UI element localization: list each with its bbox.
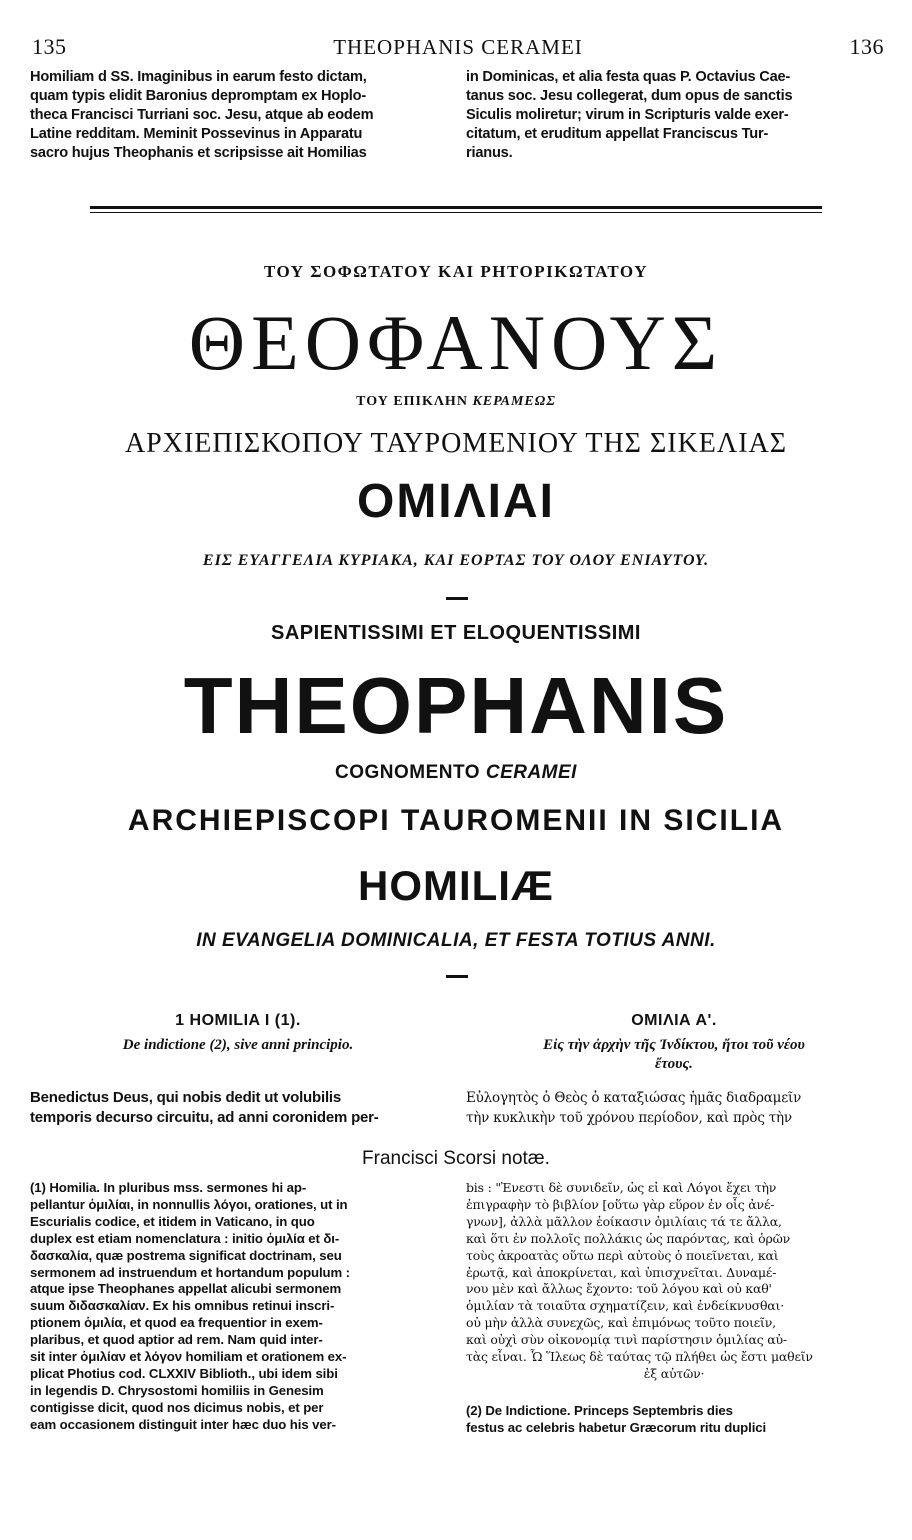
latin-title-line1: SAPIENTISSIMI ET ELOQUENTISSIMI [271,622,641,644]
intro-columns [30,68,882,188]
short-rule [446,975,468,978]
text-line: ἐπιγραφὴν τὸ βιβλίον [οὕτω γὰρ εὕρον ἐν οἷς ἀνέ- [466,1196,775,1212]
text-line: τοὺς ἀκροατὰς οὕτω περὶ αὐτοὺς ὁ ποιεῖνεται, καὶ [466,1247,779,1263]
latin-cognomento: COGNOMENTO [335,762,486,783]
text-line: eam occasionem distinguit inter hæc duo his ver- [30,1416,336,1432]
section-divider [90,206,822,214]
text-line: οὐ μὴν ἀλλὰ συνεχῶς, καὶ ἐπιμόνως τοῦτο ποιεῖν, [466,1315,776,1331]
homily-subtitle-greek-1: Εἰς τὴν ἀρχὴν τῆς Ἰνδίκτου, ἤτοι τοῦ νέου [543,1037,805,1053]
text-line: theca Francisci Turriani soc. Jesu, atque ab eodem [30,107,374,123]
homily-headings [30,1012,882,1074]
page-number-right: 136 [849,34,884,59]
intro-right-column [466,68,882,188]
homily-body-greek [466,1088,882,1128]
homily-body [30,1088,882,1128]
text-line: Homiliam d SS. Imaginibus in earum festo dictam, [30,69,367,85]
text-line: καὶ οὐχὶ σὺν οἰκονομίᾳ τινὶ παρίστησιν ὁμιλίας αὐ- [466,1332,787,1348]
latin-title-line4: ARCHIEPISCOPI TAUROMENII IN SICILIA [127,804,785,837]
text-line: citatum, et eruditum appellat Franciscus Tur- [466,126,769,142]
text-line: in Dominicas, et alia festa quas P. Octavius Cae- [466,69,791,85]
text-line: ptionem ὁμιλία, et quod ea frequentior in exem- [30,1315,323,1331]
text-line: Benedictus Deus, qui nobis dedit ut volubilis [30,1089,342,1106]
homily-body-greek-text [466,1088,882,1128]
text-line: rianus. [466,145,513,161]
running-title: THEOPHANIS CERAMEI [333,35,583,59]
text-line: ἐρωτᾷ, καὶ ἀποκρίνεται, καὶ ὑπισχνεῖται. Δυναμέ- [466,1264,777,1280]
latin-surname: CERAMEI [485,762,577,783]
homily-heading-latin [30,1012,446,1074]
text-line: temporis decurso circuitu, ad anni coronidem per- [30,1109,379,1126]
text-line: in legendis D. Chrysostomi homiliis in Genesim [30,1382,324,1398]
notes-heading: Francisci Scorsi notæ. [362,1148,550,1169]
text-line: bis : "Ἐνεστι δὲ συνιδεῖν, ὡς εἰ καὶ Λόγοι ἔχει τὴν [466,1180,777,1195]
greek-title-line3 [0,394,912,410]
latin-homilies-title: HOMILIÆ [358,862,554,909]
text-line: Latine redditam. Meminit Possevinus in Apparatu [30,126,363,142]
homily-body-latin [30,1088,446,1128]
notes-left-column [30,1180,446,1437]
notes-columns [30,1180,882,1437]
homily-subtitle-greek-2: ἔτους. [655,1056,693,1072]
text-line: quam typis elidit Baronius depromptam ex Hoplo- [30,88,367,104]
text-line: festus ac celebris habetur Græcorum ritu duplici [466,1419,767,1435]
text-line: sermonem ad instruendum et hortandum populum : [30,1264,350,1280]
greek-title-line1: ΤΟΥ ΣΟΦΩΤΑΤΟΥ ΚΑΙ ΡΗΤΟΡΙΚΩΤΑΤΟΥ [263,262,648,281]
text-line: ὁμιλίαν τὰ τοιαῦτα σχηματίζειν, καὶ ἐνδείκνυσθαι· [466,1298,785,1314]
text-line: contigisse dicit, quod nos dicimus nobis, et per [30,1399,324,1415]
note-1-greek-quote [466,1180,882,1383]
homily-number-latin: 1 HOMILIA I (1). [175,1012,301,1029]
latin-title-line6: IN EVANGELIA DOMINICALIA, ET FESTA TOTIUS ANNI. [196,930,716,951]
text-line: γνων], ἀλλὰ μᾶλλον ἐοίκασιν ὁμιλίαις τά τε ἄλλα, [466,1213,782,1229]
text-line: (1) Homilia. In pluribus mss. sermones hi ap- [30,1180,307,1195]
text-line: Escurialis codice, et itidem in Vaticano, in quo [30,1213,315,1229]
intro-right-paragraph [466,68,882,163]
page-number-left: 135 [32,34,67,59]
text-line: duplex est etiam nomenclatura : initio ὁμιλία et δι- [30,1230,340,1246]
text-line: plaribus, et quod aptior ad rem. Nam quid inter- [30,1332,323,1348]
text-line: pellantur ὁμιλίαι, in nonnullis λόγοι, orationes, ut in [30,1196,348,1212]
homily-heading-greek [466,1012,882,1074]
greek-title-line4: ΑΡΧΙΕΠΙΣΚΟΠΟΥ ΤΑΥΡΟΜΕΝΙΟΥ ΤΗΣ ΣΙΚΕΛΙΑΣ [124,428,788,459]
text-line: (2) De Indictione. Princeps Septembris dies [466,1402,733,1418]
latin-author-name: THEOPHANIS [183,661,729,750]
greek-surname: ΚΕΡΑΜΕΩΣ [472,394,556,409]
text-line: δασκαλία, quæ postrema significat doctrinam, seu [30,1247,342,1263]
note-1-latin [30,1180,446,1434]
text-line: νου μὲν καὶ ἄλλως ἔχοντο: τοῦ λόγου καὶ οὐ καθ' [466,1281,772,1297]
homily-body-latin-text [30,1088,446,1128]
running-header [32,34,884,64]
text-line: sacro hujus Theophanis et scripsisse ait Homilias [30,145,367,161]
text-line: sit inter ὁμιλίαν et λόγον homiliam et orationem ex- [30,1349,347,1365]
intro-left-column [30,68,446,188]
intro-left-paragraph [30,68,446,163]
text-line: καὶ ὅτι ἐν πολλοῖς πολλάκις ὡς παρόντας, καὶ ὁρῶν [466,1230,791,1246]
text-line: ἐξ αὐτῶν· [643,1365,705,1381]
note-2 [466,1403,882,1437]
homily-number-greek: ΟΜΙΛΙΑ Α'. [631,1012,717,1029]
notes-right-column [466,1180,882,1437]
greek-author-name: ΘΕΟΦΑΝΟΥΣ [188,299,724,386]
text-line: atque ipse Theophanes appellat alicubi sermonem [30,1281,342,1297]
latin-title-cognomento [0,762,912,784]
greek-epiklin: ΤΟΥ ΕΠΙΚΛΗΝ [356,394,473,409]
text-line: tanus soc. Jesu collegerat, dum opus de sanctis [466,88,793,104]
text-line: Εὐλογητὸς ὁ Θεὸς ὁ καταξιώσας ἡμᾶς διαδραμεῖν [466,1090,802,1106]
greek-title-line6: ΕΙΣ ΕΥΑΓΓΕΛΙΑ ΚΥΡΙΑΚΑ, ΚΑΙ ΕΟΡΤΑΣ ΤΟΥ ΟΛΟΥ ΕΝΙΑΥΤΟΥ. [202,552,710,569]
text-line: τὴν κυκλικὴν τοῦ χρόνου περίοδον, καὶ πρὸς τὴν [466,1110,792,1126]
short-rule [446,597,468,600]
text-line: Siculis moliretur; virum in Scripturis valde exer- [466,107,789,123]
text-line: τὰς εἶναι. Ὧ Ἵλεως δὲ ταύτας τῷ πλήθει ὡς ἔστι μαθεῖν [466,1349,813,1365]
greek-homilies-title: ΟΜΙΛΙΑΙ [356,475,555,528]
homily-subtitle-latin: De indictione (2), sive anni principio. [122,1037,354,1053]
text-line: suum διδασκαλίαν. Ex his omnibus retinui inscri- [30,1298,335,1314]
text-line: plicat Photius cod. CLXXIV Biblioth., ubi idem sibi [30,1365,338,1381]
